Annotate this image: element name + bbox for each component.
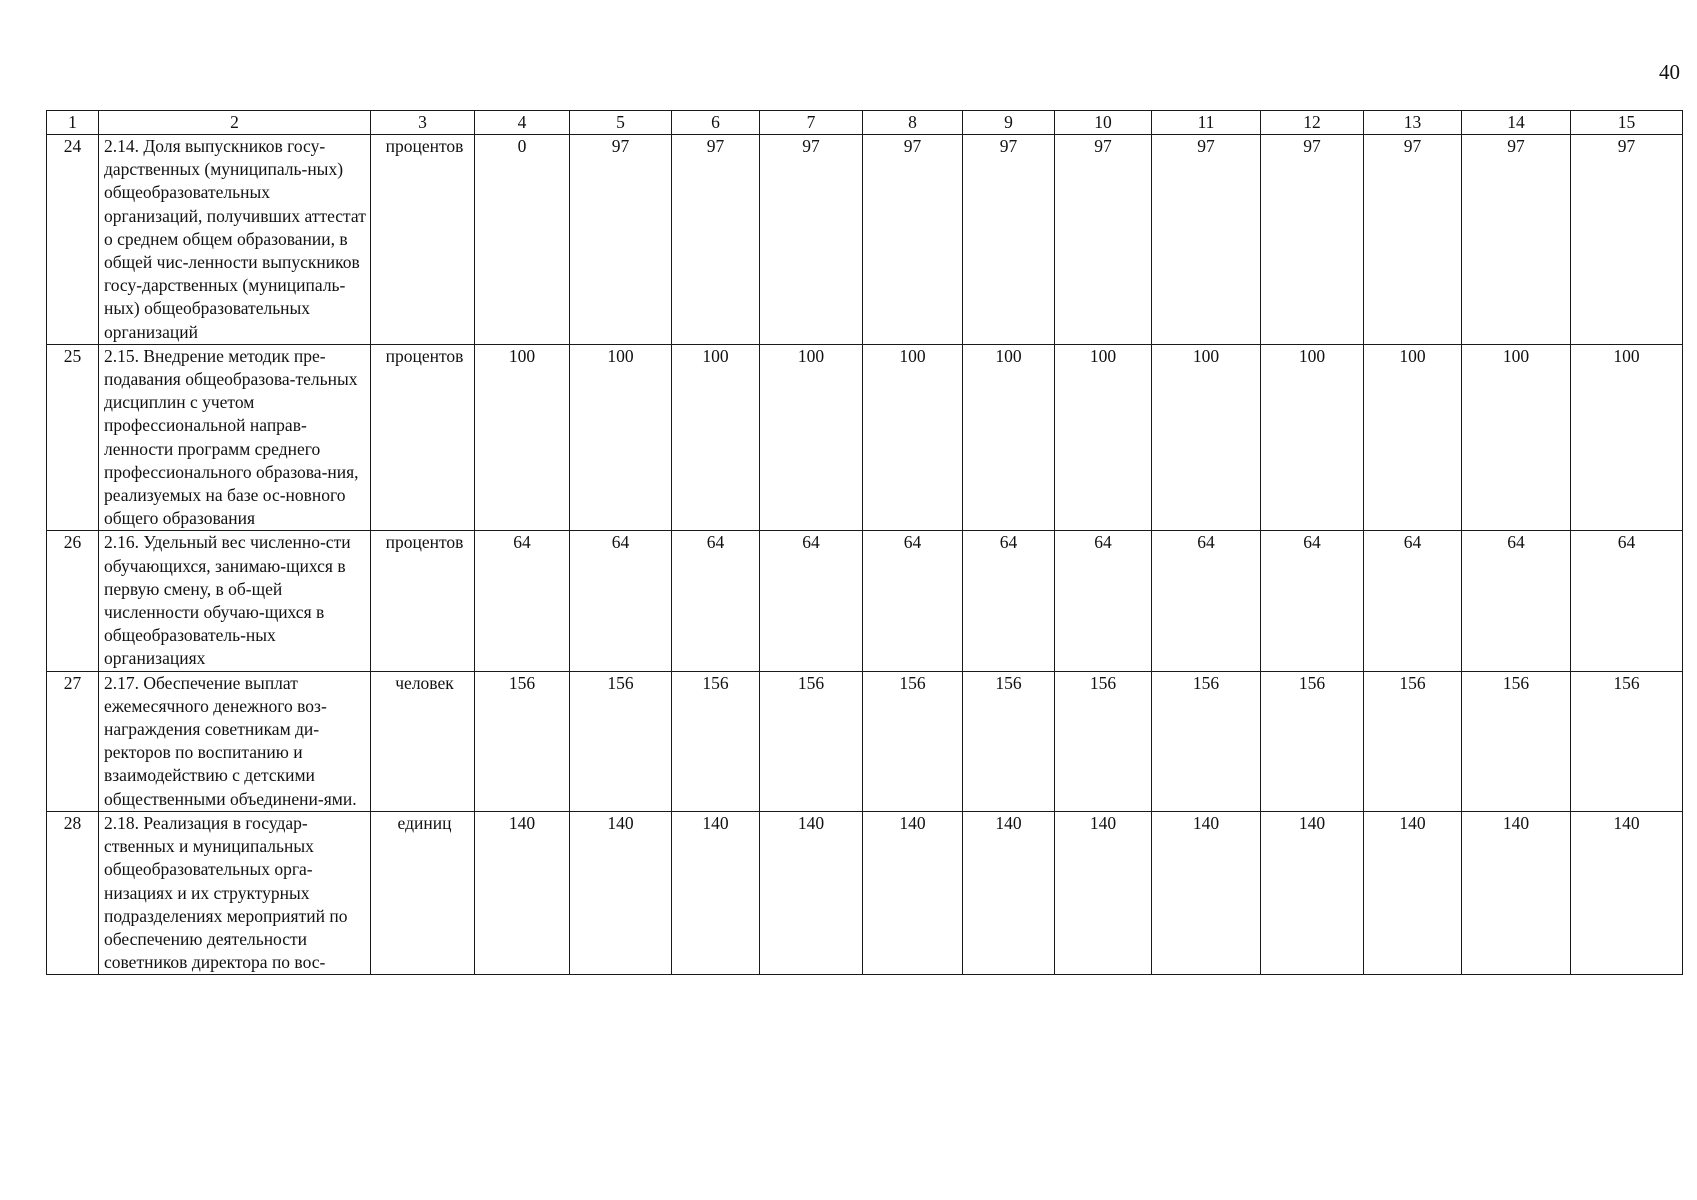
value-cell: 64 <box>760 531 863 671</box>
unit-cell: единиц <box>371 811 475 974</box>
unit-cell: процентов <box>371 135 475 345</box>
value-cell: 97 <box>672 135 760 345</box>
column-number: 12 <box>1261 111 1364 135</box>
value-cell: 156 <box>1055 671 1152 811</box>
value-cell: 97 <box>570 135 672 345</box>
column-number: 14 <box>1462 111 1571 135</box>
column-number: 10 <box>1055 111 1152 135</box>
value-cell: 97 <box>1055 135 1152 345</box>
value-cell: 156 <box>1462 671 1571 811</box>
value-cell: 0 <box>475 135 570 345</box>
value-cell: 97 <box>1152 135 1261 345</box>
value-cell: 97 <box>1364 135 1462 345</box>
value-cell: 156 <box>963 671 1055 811</box>
row-number: 27 <box>47 671 99 811</box>
value-cell: 97 <box>863 135 963 345</box>
indicator-table <box>46 110 1683 975</box>
value-cell: 156 <box>1364 671 1462 811</box>
value-cell: 156 <box>1261 671 1364 811</box>
column-number: 3 <box>371 111 475 135</box>
value-cell: 100 <box>1364 344 1462 531</box>
column-number: 7 <box>760 111 863 135</box>
value-cell: 100 <box>1261 344 1364 531</box>
indicator-description: 2.16. Удельный вес численно-сти обучающихся, занимаю-щихся в первую смену, в об-щей численности обучаю-щихся в общеобразователь-ных организациях <box>99 531 371 671</box>
value-cell: 64 <box>1055 531 1152 671</box>
indicator-description: 2.15. Внедрение методик пре-подавания общеобразова-тельных дисциплин с учетом профессиональной направ-ленности программ среднего профессионального образова-ния, реализуемых на базе ос-новного общего образования <box>99 344 371 531</box>
unit-cell: человек <box>371 671 475 811</box>
value-cell: 140 <box>1261 811 1364 974</box>
value-cell: 64 <box>1462 531 1571 671</box>
value-cell: 156 <box>475 671 570 811</box>
value-cell: 97 <box>1261 135 1364 345</box>
value-cell: 97 <box>963 135 1055 345</box>
value-cell: 64 <box>1571 531 1683 671</box>
column-number: 15 <box>1571 111 1683 135</box>
value-cell: 140 <box>1571 811 1683 974</box>
value-cell: 100 <box>963 344 1055 531</box>
column-number: 5 <box>570 111 672 135</box>
column-number: 13 <box>1364 111 1462 135</box>
value-cell: 156 <box>1152 671 1261 811</box>
value-cell: 100 <box>672 344 760 531</box>
value-cell: 97 <box>1462 135 1571 345</box>
table-row <box>47 344 1683 531</box>
value-cell: 156 <box>1571 671 1683 811</box>
table-row <box>47 531 1683 671</box>
value-cell: 100 <box>863 344 963 531</box>
value-cell: 64 <box>1364 531 1462 671</box>
value-cell: 64 <box>1261 531 1364 671</box>
value-cell: 100 <box>1571 344 1683 531</box>
column-number: 4 <box>475 111 570 135</box>
table-row <box>47 811 1683 974</box>
unit-cell: процентов <box>371 531 475 671</box>
value-cell: 64 <box>672 531 760 671</box>
value-cell: 64 <box>963 531 1055 671</box>
value-cell: 100 <box>1055 344 1152 531</box>
row-number: 24 <box>47 135 99 345</box>
column-number: 2 <box>99 111 371 135</box>
value-cell: 100 <box>1152 344 1261 531</box>
value-cell: 140 <box>863 811 963 974</box>
value-cell: 64 <box>1152 531 1261 671</box>
column-number-row <box>47 111 1683 135</box>
value-cell: 140 <box>475 811 570 974</box>
value-cell: 100 <box>570 344 672 531</box>
value-cell: 140 <box>1152 811 1261 974</box>
value-cell: 100 <box>1462 344 1571 531</box>
value-cell: 64 <box>863 531 963 671</box>
value-cell: 100 <box>475 344 570 531</box>
indicator-description: 2.17. Обеспечение выплат ежемесячного денежного воз-награждения советникам ди-ректоров по воспитанию и взаимодействию с детскими общественными объединени-ями. <box>99 671 371 811</box>
value-cell: 156 <box>672 671 760 811</box>
row-number: 25 <box>47 344 99 531</box>
value-cell: 140 <box>570 811 672 974</box>
value-cell: 156 <box>760 671 863 811</box>
value-cell: 100 <box>760 344 863 531</box>
value-cell: 156 <box>863 671 963 811</box>
column-number: 6 <box>672 111 760 135</box>
value-cell: 97 <box>760 135 863 345</box>
page-number: 40 <box>1659 60 1680 84</box>
value-cell: 140 <box>1462 811 1571 974</box>
value-cell: 140 <box>760 811 863 974</box>
column-number: 8 <box>863 111 963 135</box>
value-cell: 97 <box>1571 135 1683 345</box>
value-cell: 140 <box>1055 811 1152 974</box>
value-cell: 140 <box>1364 811 1462 974</box>
row-number: 28 <box>47 811 99 974</box>
indicator-description: 2.18. Реализация в государ-ственных и муниципальных общеобразовательных орга-низациях и их структурных подразделениях мероприятий по обеспечению деятельности советников директора по вос- <box>99 811 371 974</box>
value-cell: 64 <box>570 531 672 671</box>
value-cell: 140 <box>672 811 760 974</box>
unit-cell: процентов <box>371 344 475 531</box>
indicator-description: 2.14. Доля выпускников госу-дарственных (муниципаль-ных) общеобразовательных организаций, получивших аттестат о среднем общем образовании, в общей чис-ленности выпускников госу-дарственных (муниципаль-ных) общеобразовательных организаций <box>99 135 371 345</box>
column-number: 11 <box>1152 111 1261 135</box>
table-row <box>47 671 1683 811</box>
value-cell: 140 <box>963 811 1055 974</box>
column-number: 1 <box>47 111 99 135</box>
column-number: 9 <box>963 111 1055 135</box>
table-row <box>47 135 1683 345</box>
value-cell: 156 <box>570 671 672 811</box>
row-number: 26 <box>47 531 99 671</box>
value-cell: 64 <box>475 531 570 671</box>
